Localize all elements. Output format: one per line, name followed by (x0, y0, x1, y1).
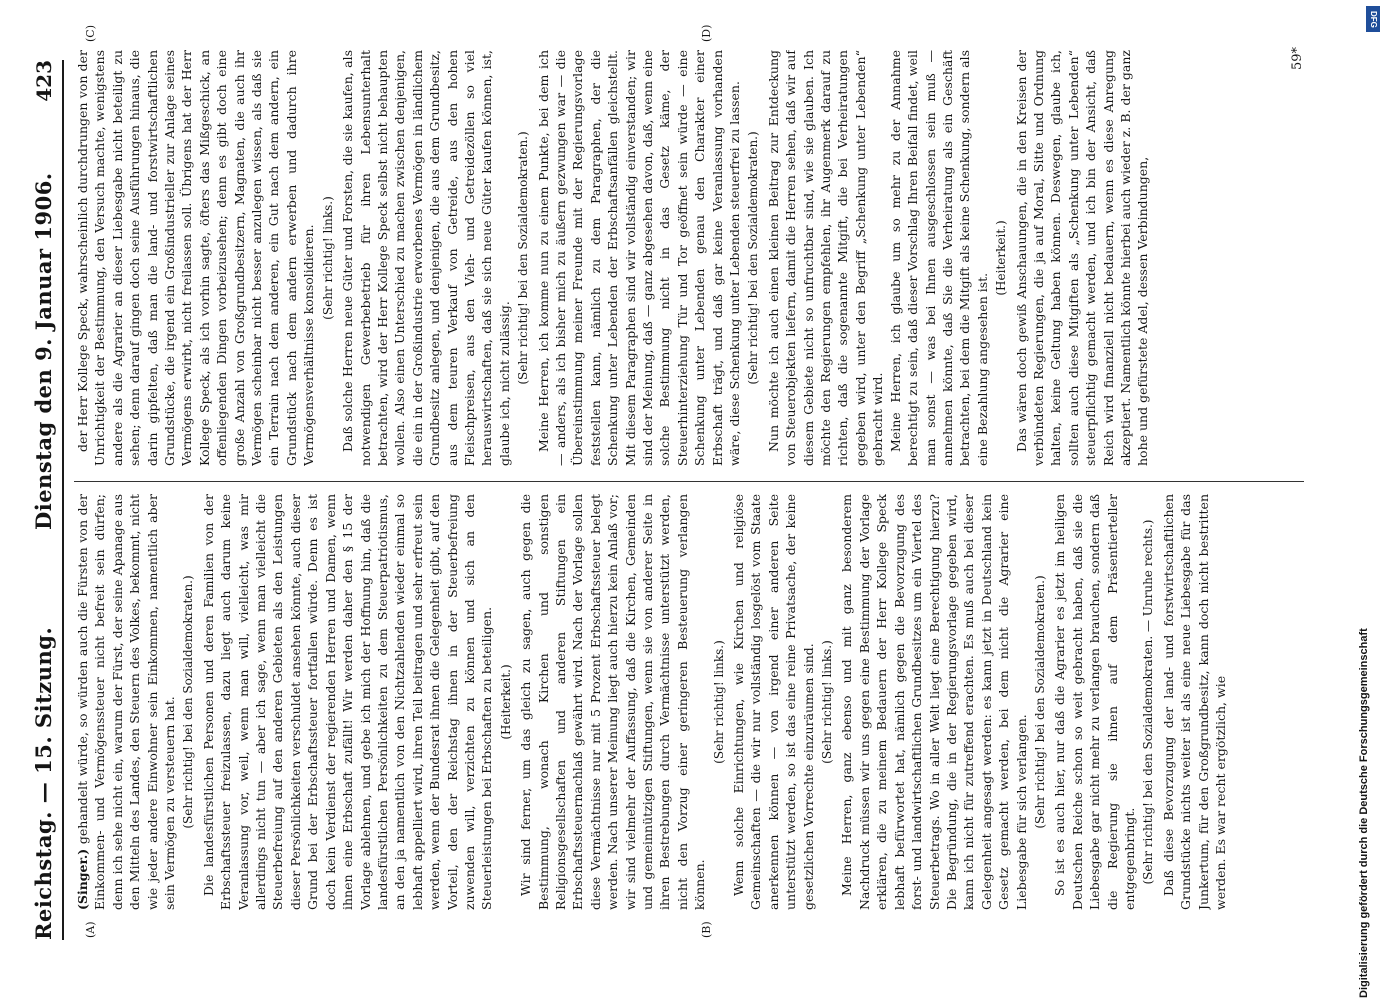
page-signature: 59* (1290, 46, 1305, 70)
paragraph-text: Die landesfürstlichen Personen und deren Familien von der Erbschaftssteuer freizulassen, dazu liegt auch darum keine Veranlassung vor, weil, wenn man will, vielleicht, was mir allerdings nicht tun — aber ich sage, wenn man vielleicht die Steuerbefreiung auf den anderen Gebieten als den Leistungen dieser Persönlichkeiten verschuldet ansehen könnte, auch dieser Grund bei der Erbschaftssteuer fortfallen würde. Denn es ist doch kein Verdienst der regierenden Herren und Damen, wenn ihnen eine Erbschaft zufällt! Wir werden daher den § 15 der Vorlage ablehnen, und gebe ich mich der Hoffnung hin, daß die landesfürstlichen Persönlichkeiten zu dem Steuerpatriotismus, an den ja namentlich von den Nichtzahlenden wieder einmal so lebhaft appelliert wird, ihren Teil beitragen und sehr erfreut sein werden, wenn der Bundesrat ihnen die Gelegenheit gibt, auf den Vorteil, den der Reichstag ihnen in der Steuerbefreiung zuwenden will, verzichten zu können und sich an den Steuerleistungen bei Erbschaften zu beteiligen. (200, 494, 495, 910)
paragraph-text: So ist es auch hier, nur daß die Agrarier es jetzt im heiligen Deutschen Reiche schon so weit gebracht haben, daß sie die Liebesgabe gar nicht mehr zu verlangen brauchen, sondern daß die Regierung sie ihnen auf dem Präsentierteller entgegenbringt. (1052, 494, 1137, 910)
paragraph-text: Wir sind ferner, um das gleich zu sagen, auch gegen die Bestimmung, wonach Kirchen und sonstigen Religionsgesellschaften und anderen Stiftungen ein Erbschaftssteuernachlaß gewährt wird. Nach der Vorlage sollen diese Vermächtnisse nur mit 5 Prozent Erbschaftssteuer belegt werden. Nach unserer Meinung liegt auch hierzu kein Anlaß vor; wir sind vielmehr der Auffassung, daß die Kirchen, Gemeinden und gemeinnützigen Stiftungen, wenn sie von anderer Seite in ihren Bestrebungen durch Vermächtnisse unterstützt werden, nicht den Vorzug einer geringeren Besteuerung verlangen können. (518, 494, 708, 910)
interjection: (Sehr richtig! bei den Sozialdemokraten.) (746, 131, 761, 385)
paragraph-text: Wenn solche Einrichtungen, wie Kirchen und religiöse Gemeinschaften — die wir nur vollständig losgelöst vom Staate anerkennen können — von irgend einer anderen Seite unterstützt werden, so ist das eine reine Privatsache, der keine gesetzlichen Vorrechte einzuräumen sind. (731, 494, 816, 910)
margin-mark-d: (D) (700, 24, 713, 42)
paragraph (730, 494, 817, 910)
paragraph (517, 494, 708, 910)
paragraph-text: Nun möchte ich auch einen kleinen Beitrag zur Entdeckung von Steuerobjekten liefern, damit die Herren sehen, daß wir auf diesem Gebiete nicht so unfruchtbar sind, wie sie glauben. Ich möchte den Regierungen empfehlen, ihr Augenmerk darauf zu richten, daß die sogenannte Mitgift, die bei Verheiratungen gegeben wird, unter den Begriff „Schenkung unter Lebenden“ gebracht wird. (765, 50, 886, 466)
paragraph-text: Meine Herren, ich komme nun zu einem Punkte, bei dem ich — anders, als ich bisher mich zu äußern gezwungen war — die Übereinstimmung meiner Freunde mit der Regierungsvorlage feststellen kann, nämlich zu dem Paragraphen, der die Schenkung unter Lebenden der Erbschaftsanfällen gleichstellt. Mit diesem Paragraphen sind wir vollständig einverstanden; wir sind der Meinung, daß — ganz abgesehen davon, daß, wenn eine solche Bestimmung nicht in das Gesetz käme, der Steuerhinterziehung Tür und Tor geöffnet sein würde — eine Schenkung unter Lebenden genau den Charakter einer Erbschaft trägt, und daß gar keine Veranlassung vorhanden wäre, diese Schenkung unter Lebenden steuerfrei zu lassen. (535, 50, 743, 466)
dfg-logo: DFG (1366, 6, 1380, 32)
paragraph (74, 50, 318, 466)
paragraph (887, 50, 991, 466)
paragraph (200, 494, 496, 910)
margin-mark-b: (B) (700, 921, 713, 938)
interjection: (Sehr richtig! bei den Sozialdemokraten. — Unruhe rechts.) (1141, 519, 1156, 885)
paragraph-text: Daß solche Herren neue Güter und Forsten, die sie kaufen, als notwendigen Gewerbebetrieb für ihren Lebensunterhalt betrachten, wird der Herr Kollege Speck selbst nicht behaupten wollen. Also einen Unterschied zu machen zwischen denjenigen, die ein in der Großindustrie erworbenes Vermögen in ländlichem Grundbesitz anlegen, und denjenigen, die aus dem Grundbesitz, aus dem teuren Verkauf von Getreide, aus den hohen Fleischpreisen, aus den Vieh- und Getreidezöllen so viel herauswirtschaften, daß sie sich neue Güter kaufen können, ist, glaube ich, nicht zulässig. (340, 50, 512, 466)
paragraph-text: Meine Herren, ganz ebenso und mit ganz besonderem Nachdruck müssen wir uns gegen eine Bestimmung der Vorlage erklären, die zu meinem Bedauern der Herr Kollege Speck lebhaft befürwortet hat, nämlich gegen die Bevorzugung des forst- und landwirtschaftlichen Grundbesitzes um ein Viertel des Steuerbetrags. Wo in aller Welt liegt eine Berechtigung hierzu? Die Begründung, die in der Regierungsvorlage gegeben wird, kann ich nicht für zutreffend erachten. Es muß auch bei dieser Gelegenheit angesagt werden: es kann jetzt in Deutschland kein Gesetz gemacht werden, bei dem nicht die Agrarier eine Liebesgabe für sich verlangen. (839, 494, 1029, 910)
speaker-name: (Singer.) (75, 848, 90, 910)
paragraph (1160, 494, 1230, 910)
paragraph (1013, 50, 1152, 466)
paragraph-text: der Herr Kollege Speck, wahrscheinlich durchdrungen von der Unrichtigkeit der Bestimmung, den Versuch machte, wenigstens andere als die Agrarier an dieser Liebesgabe nicht beteiligt zu sehen; denn darauf gingen doch seine Ausführungen hinaus, die darin gipfelten, daß man die land- und forstwirtschaftlichen Grundstücke, die irgend ein Großindustrieller zur Anlage seines Vermögens erwirbt, nicht freilassen soll. Übrigens hat der Herr Kollege Speck, als ich vorhin sagte, öfters das Mißgeschick, an offenliegenden Dingen vorbeizusehen; denn es gibt doch eine große Anzahl von Großgrundbesitzern, Magnaten, die auch ihr Vermögen scheinbar nicht besser anzulegen wissen, als daß sie ein Terrain nach dem anderen, ein Gut nach dem andern, ein Grundstück nach dem andern erwerben und dadurch ihre Vermögensverhältnisse konsolidieren. (75, 50, 317, 466)
paragraph (1051, 494, 1138, 910)
interjection: (Heiterkeit.) (994, 220, 1009, 296)
header-page-number: 423 (32, 60, 56, 102)
column-divider (74, 481, 1304, 482)
paragraph (838, 494, 1029, 910)
interjection: (Sehr richtig! bei den Sozialdemokraten.) (181, 575, 196, 829)
interjection: (Sehr richtig! links.) (711, 640, 726, 764)
digitization-notice: Digitalisierung gefördert durch die Deutsche Forschungsgemeinschaft (1358, 628, 1370, 998)
margin-mark-a: (A) (84, 921, 97, 938)
page-header (20, 60, 64, 940)
interjection: (Sehr richtig! bei den Sozialdemokraten.) (516, 131, 531, 385)
header-date: Dienstag den 9. Januar 1906. (31, 172, 56, 530)
right-column (74, 50, 1314, 466)
left-column (74, 494, 1314, 910)
interjection: (Heiterkeit.) (498, 664, 513, 740)
interjection: (Sehr richtig! links.) (820, 640, 835, 764)
interjection: (Sehr richtig! links.) (320, 196, 335, 320)
paragraph (765, 50, 887, 466)
paragraph-text: Das wären doch gewiß Anschauungen, die in den Kreisen der verbündeten Regierungen, die ja auf Moral, Sitte und Ordnung halten, keine Geltung haben können. Deswegen, glaube ich, sollten auch diese Mitgiften als „Schenkung unter Lebenden“ steuerpflichtig gemacht werden, und ich bin der Ansicht, daß Reich wird finanziell nicht bedauern, wenn es diese Anregung akzeptiert. Namentlich könnte hierbei auch wieder z. B. der ganz hohe und gefürstete Adel, dessen Verbindungen, (1013, 50, 1151, 466)
paragraph (74, 494, 178, 910)
paragraph (339, 50, 513, 466)
header-session-title: Reichstag. — 15. Sitzung. (31, 626, 56, 940)
paragraph-text: Meine Herren, ich glaube um so mehr zu der Annahme berechtigt zu sein, daß dieser Vorschlag Ihren Beifall findet, weil man sonst — was bei Ihnen ausgeschlossen sein muß — annehmen könnte, daß Sie die Verheiratung als ein Geschäft betrachten, bei dem die Mitgift als keine Schenkung, sondern als eine Bezahlung angesehen ist. (887, 50, 990, 466)
margin-mark-c: (C) (84, 25, 97, 42)
paragraph-text: gehandelt würde, so würden auch die Fürsten von der Einkommen- und Vermögenssteuer nicht befreit sein dürfen; denn ich sehe nicht ein, warum der Fürst, der seine Apanage aus den Mitteln des Landes, den Steuern des Volkes, bekommt, nicht wie jeder andere Einwohner sein Einkommen, namentlich aber sein Vermögen zu versteuern hat. (75, 494, 178, 910)
interjection: (Sehr richtig! bei den Sozialdemokraten.) (1032, 575, 1047, 829)
paragraph (535, 50, 744, 466)
paragraph-text: Daß diese Bevorzugung der land- und forstwirtschaftlichen Grundstücke nichts weiter ist als eine neue Liebesgabe für das Junkertum, für den Großgrundbesitz, kann doch nicht bestritten werden. Es war recht ergötzlich, wie (1160, 494, 1228, 910)
